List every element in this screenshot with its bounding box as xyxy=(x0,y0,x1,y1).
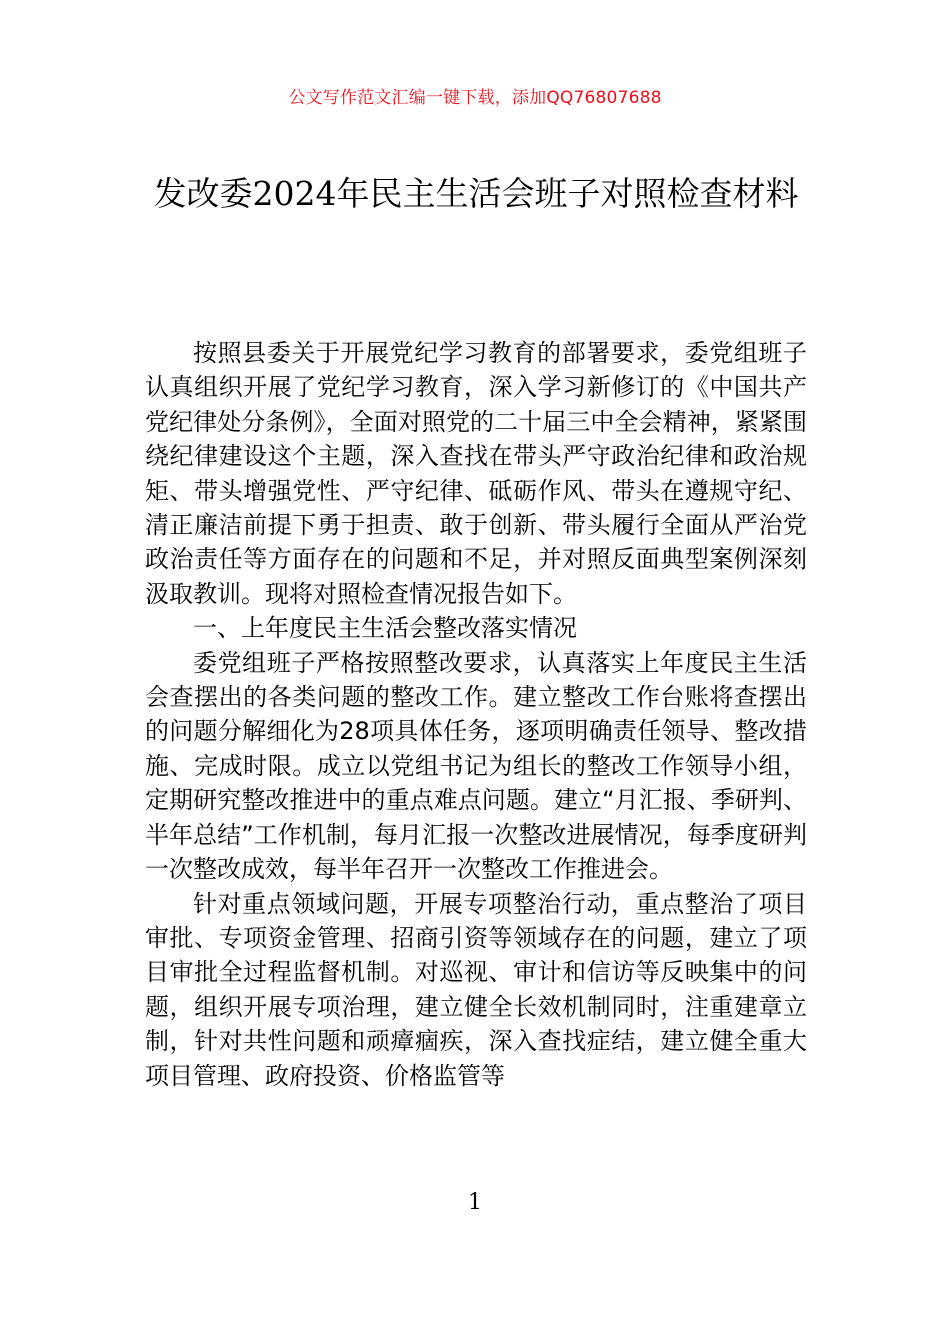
intro-paragraph: 按照县委关于开展党纪学习教育的部署要求，委党组班子认真组织开展了党纪学习教育，深入学习新修订的《中国共产党纪律处分条例》，全面对照党的二十届三中全会精神，紧紧围绕纪律建设这个主题，深入查找在带头严守政治纪律和政治规矩、带头增强党性、严守纪律、砥砺作风、带头在遵规守纪、清正廉洁前提下勇于担责、敢于创新、带头履行全面从严治党政治责任等方面存在的问题和不足，并对照反面典型案例深刻汲取教训。现将对照检查情况报告如下。 xyxy=(145,339,807,608)
document-body xyxy=(145,336,807,1093)
body-paragraph: 委党组班子严格按照整改要求，认真落实上年度民主生活会查摆出的各类问题的整改工作。建立整改工作台账将查摆出的问题分解细化为28项具体任务，逐项明确责任领导、整改措施、完成时限。成立以党组书记为组长的整改工作领导小组，定期研究整改推进中的重点难点问题。建立“月汇报、季研判、半年总结”工作机制，每月汇报一次整改进展情况，每季度研判一次整改成效，每半年召开一次整改工作推进会。 xyxy=(145,648,807,884)
section-heading: 一、上年度民主生活会整改落实情况 xyxy=(193,614,577,643)
download-watermark-header: 公文写作范文汇编一键下载，添加QQ76807688 xyxy=(288,88,662,108)
page-number: 1 xyxy=(468,1190,482,1215)
document-title: 发改委2024年民主生活会班子对照检查材料 xyxy=(153,174,799,213)
body-paragraph: 针对重点领域问题，开展专项整治行动，重点整治了项目审批、专项资金管理、招商引资等领域存在的问题，建立了项目审批全过程监督机制。对巡视、审计和信访等反映集中的问题，组织开展专项治理，建立健全长效机制同时，注重建章立制，针对共性问题和顽瘴痼疾，深入查找症结，建立健全重大项目管理、政府投资、价格监管等 xyxy=(145,889,807,1090)
